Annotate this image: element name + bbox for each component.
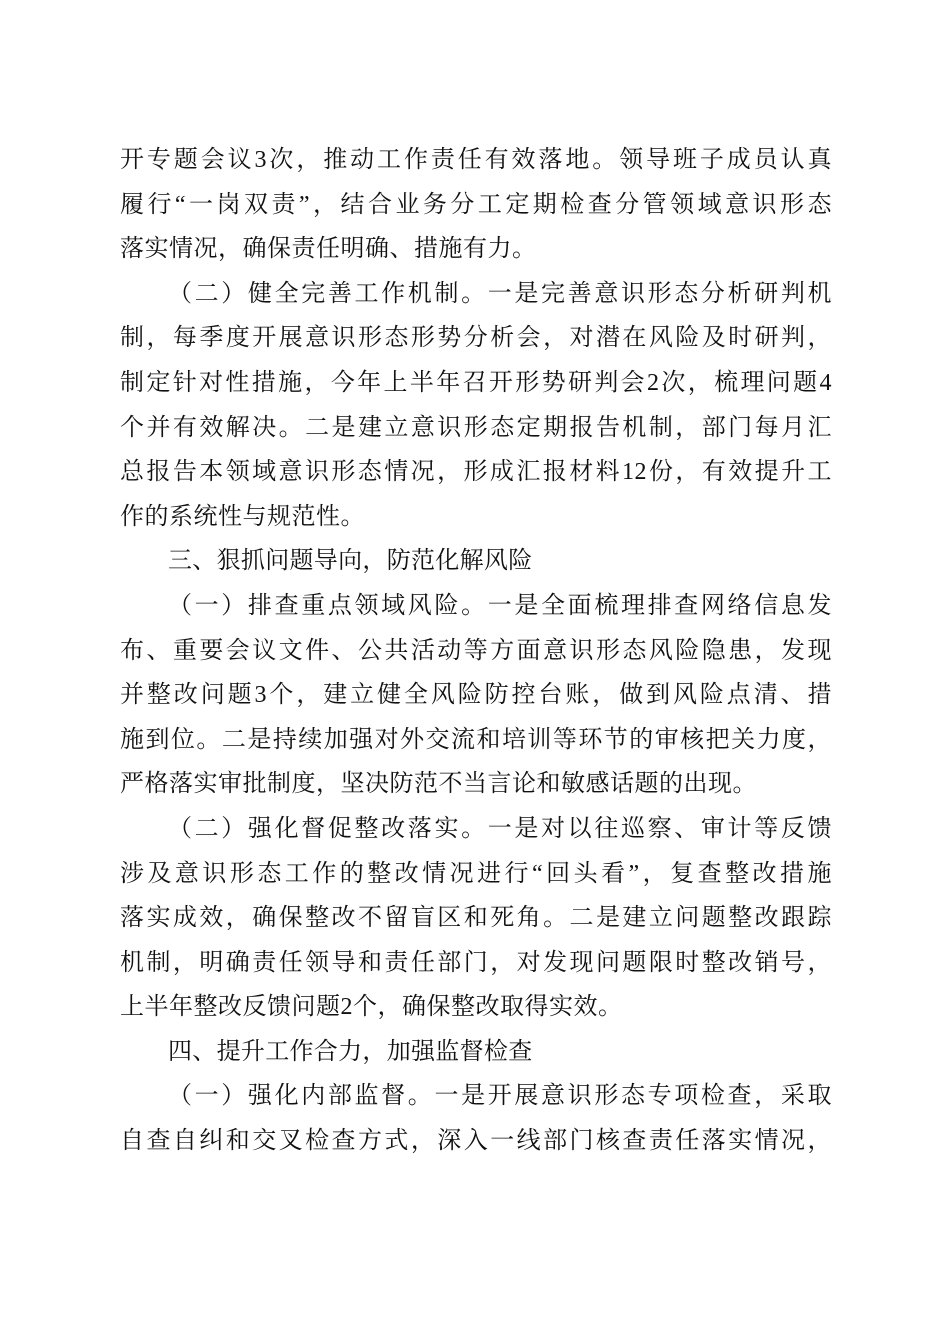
paragraph-line: （二）强化督促整改落实。一是对以往巡察、审计等反馈 (168, 815, 832, 842)
section-heading-block (120, 1030, 832, 1075)
paragraph-line: 布、重要会议文件、公共活动等方面意识形态风险隐患，发现 (120, 637, 832, 664)
paragraph (120, 138, 832, 272)
paragraph-line: 机制，明确责任领导和责任部门，对发现问题限时整改销号， (120, 949, 832, 976)
paragraph-line: （二）健全完善工作机制。一是完善意识形态分析研判机 (168, 280, 832, 307)
section-heading-block (120, 539, 832, 584)
paragraph-line: 落实成效，确保整改不留盲区和死角。二是建立问题整改跟踪 (120, 905, 832, 932)
paragraph-line: （一）排查重点领域风险。一是全面梳理排查网络信息发 (168, 592, 832, 619)
paragraph-line: 履行“一岗双责”，结合业务分工定期检查分管领域意识形态 (120, 191, 832, 218)
paragraph-line: 制定针对性措施，今年上半年召开形势研判会2次，梳理问题4 (120, 369, 832, 396)
paragraph-line: 落实情况，确保责任明确、措施有力。 (120, 236, 537, 263)
paragraph-line: （一）强化内部监督。一是开展意识形态专项检查，采取 (168, 1083, 832, 1110)
paragraph-line: 自查自纠和交叉检查方式，深入一线部门核查责任落实情况， (120, 1128, 832, 1155)
paragraph-line: 制，每季度开展意识形态形势分析会，对潜在风险及时研判， (120, 325, 832, 352)
paragraph (120, 807, 832, 1030)
paragraph (120, 272, 832, 540)
paragraph-line: 并整改问题3个，建立健全风险防控台账，做到风险点清、措 (120, 682, 832, 709)
paragraph-line: 上半年整改反馈问题2个，确保整改取得实效。 (120, 994, 623, 1021)
section-heading: 四、提升工作合力，加强监督检查 (168, 1037, 533, 1065)
section-heading: 三、狠抓问题导向，防范化解风险 (168, 547, 533, 575)
paragraph (120, 1074, 832, 1163)
paragraph-line: 作的系统性与规范性。 (120, 503, 365, 530)
paragraph-line: 个并有效解决。二是建立意识形态定期报告机制，部门每月汇 (120, 414, 832, 441)
paragraph-line: 施到位。二是持续加强对外交流和培训等环节的审核把关力度， (120, 726, 832, 753)
paragraph-line: 开专题会议3次，推动工作责任有效落地。领导班子成员认真 (120, 147, 832, 173)
document-body (120, 138, 832, 1164)
paragraph-line: 涉及意识形态工作的整改情况进行“回头看”，复查整改措施 (120, 860, 832, 887)
paragraph-line: 严格落实审批制度，坚决防范不当言论和敏感话题的出现。 (120, 771, 757, 798)
paragraph-line: 总报告本领域意识形态情况，形成汇报材料12份，有效提升工 (120, 459, 832, 486)
paragraph (120, 584, 832, 807)
